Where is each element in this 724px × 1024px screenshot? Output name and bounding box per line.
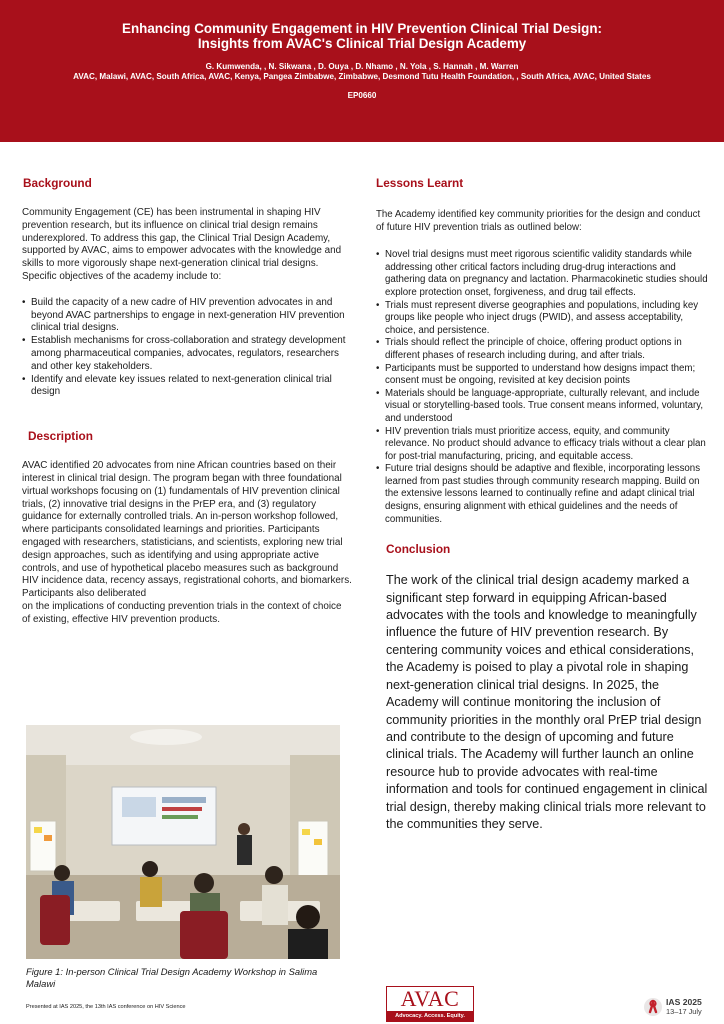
background-text: Community Engagement (CE) has been instrumental in shaping HIV prevention research, but its influence on clinical trial design remains underexplored. To address this gap, the Clinical Trial Design Academy, supported by AVAC, aims to empower advocates with the knowledge and skills to more vigorously shape next-generation clinical trial designs. Specific objectives of the academy include to: bbox=[22, 207, 342, 282]
poster-title bbox=[0, 21, 724, 51]
avac-tagline: Advocacy. Access. Equity. bbox=[387, 1011, 473, 1021]
lessons-list bbox=[376, 249, 708, 526]
author-list: G. Kumwenda, , N. Sikwana , D. Ouya , D. Nhamo , N. Yola , S. Hannah , M. Warren bbox=[205, 62, 519, 71]
list-item: • Trials should reflect the principle of choice, offering product options in different phases of research including during, and after trials. bbox=[376, 337, 708, 362]
presentation-note: Presented at IAS 2025, the 13th IAS conference on HIV Science bbox=[26, 1004, 186, 1010]
list-item: • Build the capacity of a new cadre of HIV prevention advocates in and beyond AVAC partnerships to engage in next-generation HIV prevention clinical trial designs. bbox=[22, 297, 352, 335]
workshop-photo-illustration bbox=[26, 725, 340, 959]
background-heading: Background bbox=[23, 176, 92, 190]
list-item: • Trials must represent diverse geographies and populations, including key groups like people who inject drugs (PWID), and assess acceptability, choice, and persistence. bbox=[376, 300, 708, 338]
author-block bbox=[0, 62, 724, 82]
ias-logo bbox=[643, 997, 715, 1017]
affiliation-list: AVAC, Malawi, AVAC, South Africa, AVAC, Kenya, Pangea Zimbabwe, Zimbabwe, Desmond Tutu Health Foundation, , South Africa, AVAC, United States bbox=[73, 72, 651, 82]
workshop-photo bbox=[26, 725, 340, 959]
red-ribbon-icon bbox=[643, 997, 663, 1017]
lessons-intro: The Academy identified key community priorities for the design and conduct of future HIV prevention trials as outlined below: bbox=[376, 209, 701, 233]
abstract-code: EP0660 bbox=[347, 91, 377, 101]
list-item: • HIV prevention trials must prioritize access, equity, and community relevance. No product should advance to efficacy trials without a clear plan for post-trial manufacturing, pricing, and equitable access. bbox=[376, 426, 708, 464]
list-item: • Participants must be supported to understand how designs impact them; consent must be ongoing, revisited at key decision points bbox=[376, 363, 708, 388]
list-item: • Future trial designs should be adaptive and flexible, incorporating lessons learned from past studies through community research mapping. Build on the extensive lessons learned to continually refine and adapt clinical trial designs, ensuring alignment with ethical guidelines and the needs of communities. bbox=[376, 463, 708, 526]
avac-logo bbox=[386, 986, 474, 1022]
description-text: AVAC identified 20 advocates from nine African countries based on their interest in clinical trial design. The program began with three foundational virtual workshops focusing on (1) fundamentals of HIV prevention clinical trials, (2) innovative trial designs in the PrEP era, and (3) regulatory guidance for externally controlled trials. An in-person workshop followed, where participants consolidated learnings and priorities. Participants engaged with researchers, statisticians, and scientists, exploring new trial design approaches, such as identifying and using appropriate active controls, and use of hypothetical placebo measures such as background HIV incidence data, recency assays, registrational cohorts, and biomarkers. Participants also deliberated bbox=[22, 460, 352, 600]
conclusion-section bbox=[386, 542, 708, 833]
conclusion-heading: Conclusion bbox=[386, 542, 451, 557]
list-item: • Materials should be language-appropriate, culturally relevant, and include visual or storytelling-based tools. True consent means informed, voluntary, and understood bbox=[376, 388, 708, 426]
ias-name: IAS 2025 bbox=[666, 997, 702, 1007]
list-item: • Establish mechanisms for cross-collaboration and strategy development among pharmaceutical companies, advocates, regulators, researchers and other key stakeholders. bbox=[22, 335, 352, 373]
title-line-2: Insights from AVAC's Clinical Trial Design Academy bbox=[197, 36, 527, 51]
lessons-heading: Lessons Learnt bbox=[376, 176, 464, 190]
list-item: • Identify and elevate key issues related to next-generation clinical trial design bbox=[22, 374, 352, 400]
title-line-1: Enhancing Community Engagement in HIV Prevention Clinical Trial Design: bbox=[122, 21, 602, 36]
conclusion-text: The work of the clinical trial design academy marked a significant step forward in equipping African-based advocates with the tools and knowledge to meaningfully influence the future of HIV prevention research. By centering community voices and ethical considerations, the Academy is poised to play a pivotal role in shaping next-generation clinical trial designs. In 2025, the Academy will continue monitoring the inclusion of community priorities in the monthly oral PrEP trial design and contribute to the design of upcoming and future clinical trials. The Academy will further launch an online resource hub to provide advocates with real-time information and tools for continued engagement in clinical trial design, thereby making clinical trials more relevant to the communities they serve. bbox=[386, 573, 708, 831]
ias-dates: 13–17 July bbox=[666, 1007, 702, 1016]
avac-logo-text: AVAC bbox=[400, 986, 460, 1011]
background-objectives bbox=[22, 297, 352, 399]
figure-caption: Figure 1: In-person Clinical Trial Design Academy Workshop in Salima Malawi bbox=[26, 966, 318, 989]
right-column bbox=[376, 176, 708, 833]
left-column bbox=[22, 176, 352, 627]
description-heading: Description bbox=[28, 429, 93, 444]
list-item: • Novel trial designs must meet rigorous scientific validity standards while addressing other critical factors including drug-drug interactions and gathering data on pregnancy and lactation. Pharmacokinetic studies should explore protection onset, forgiveness, and drug tail effects. bbox=[376, 249, 708, 299]
poster-header bbox=[0, 0, 724, 142]
description-text-2: on the implications of conducting prevention trials in the context of choice of existing, effective HIV prevention products. bbox=[22, 600, 342, 625]
